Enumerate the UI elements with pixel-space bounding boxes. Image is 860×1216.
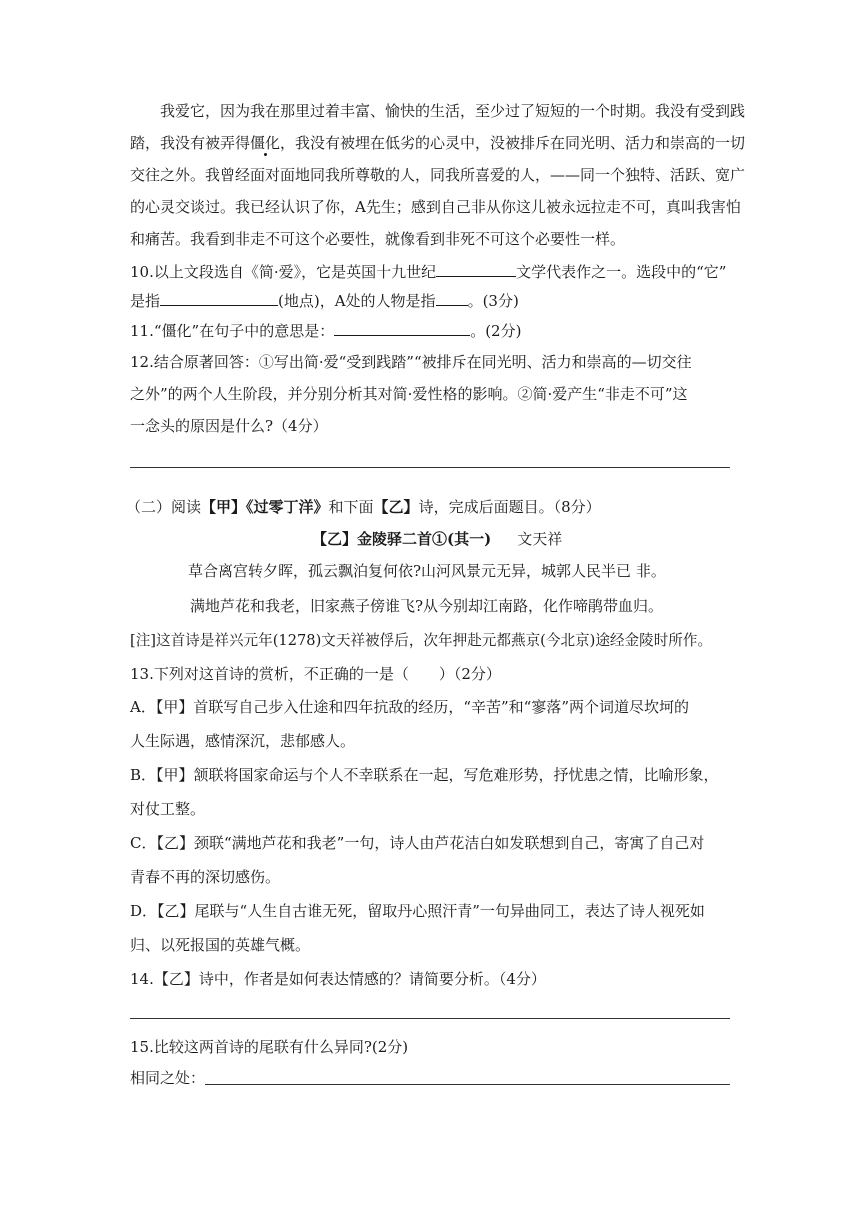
question-15-stem: 15.比较这两首诗的尾联有什么异同?(2分) [130, 1038, 409, 1056]
question-12-line-2: 之外”的两个人生阶段，并分别分析其对简·爱性格的影响。②简·爱产生“非走不可”这 [130, 385, 688, 403]
section-2-heading [126, 497, 601, 517]
passage-line-3: 交往之外。我曾经面对面地同我所尊敬的人，同我所喜爱的人，——同一个独特、活跃、宽广 [130, 166, 746, 184]
question-12-line-1: 12.结合原著回答：①写出简·爱“受到践踏”“被排斥在同光明、活力和崇高的—切交往 [130, 353, 692, 371]
q10-text-d: (地点)，A处的人物是指 [278, 292, 436, 310]
passage-line-2-start: 踏，我没有被弄得 [130, 134, 251, 152]
question-13-stem: 13.下列对这首诗的赏析，不正确的一是（ ）（2分） [130, 665, 501, 683]
poem-note: [注]这首诗是祥兴元年(1278)文天祥被俘后，次年押赴元都燕京(今北京)途经金陵时所作。 [130, 632, 713, 649]
option-c-line-1[interactable]: C．【乙】颈联“满地芦花和我老”一句，诗人由芦花洁白如发联想到自己，寄寓了自己对 [130, 834, 705, 852]
dotted-word-jianghua: 僵化 [250, 134, 281, 152]
q11-text-a: 11.“僵化”在句子中的意思是： [130, 322, 335, 340]
q10-text-b: 文学代表作之一。选段中的“它” [516, 263, 727, 281]
answer-line-q15-same[interactable] [205, 1084, 730, 1085]
section2-text-a: （二）阅读 [126, 498, 202, 516]
option-b-line-2: 对仗工整。 [130, 800, 206, 818]
section2-poem-b: 【乙】 [373, 498, 419, 516]
option-b-line-1[interactable]: B．【甲】颔联将国家命运与个人不幸联系在一起，写危难形势，抒忧患之情，比喻形象， [130, 766, 719, 784]
answer-line-q12[interactable] [130, 467, 730, 468]
section2-poem-a: 【甲】《过零丁洋》 [201, 498, 329, 516]
q11-text-b: 。(2分) [470, 322, 522, 340]
poem-author: 文天祥 [517, 530, 563, 548]
passage-line-4: 的心灵交谈过。我已经认识了你，A先生；感到自己非从你这儿被永远拉走不可，真叫我害怕 [130, 198, 741, 216]
option-d-line-2: 归、以死报国的英雄气概。 [130, 936, 311, 954]
q10-blank-place[interactable] [160, 290, 278, 306]
question-10-line-1 [130, 261, 726, 282]
passage-line-1: 我爱它，因为我在那里过着丰富、愉快的生活，至少过了短短的一个时期。我没有受到践 [160, 102, 746, 120]
answer-line-q14[interactable] [130, 1018, 730, 1019]
section2-text-c: 和下面 [328, 498, 374, 516]
q15-same-label: 相同之处： [130, 1069, 206, 1087]
option-a-line-2: 人生际遇，感情深沉，悲郁感人。 [130, 732, 356, 750]
passage-line-2-end: ，我没有被埋在低劣的心灵中，没被排斥在同光明、活力和崇高的一切 [280, 134, 746, 152]
poem-line-2: 满地芦花和我老，旧家燕子傍谁飞?从今别却江南路，化作啼鹃带血归。 [190, 597, 664, 615]
passage-line-5: 和痛苦。我看到非走不可这个必要性，就像看到非死不可这个必要性一样。 [130, 230, 626, 248]
question-14: 14.【乙】诗中，作者是如何表达情感的？请简要分析。（4分） [130, 970, 546, 988]
poem-header [312, 529, 562, 549]
q10-text-c: 是指 [130, 292, 161, 310]
q11-blank-meaning[interactable] [334, 320, 470, 336]
passage-line-2 [130, 133, 745, 153]
q10-text-e: 。(3分) [467, 292, 519, 310]
question-12-line-3: 一念头的原因是什么?（4分） [130, 417, 328, 435]
q10-blank-literature[interactable] [436, 261, 516, 277]
q10-text-a: 10.以上文段选自《简·爱》，它是英国十九世纪 [130, 263, 437, 281]
option-a-line-1[interactable]: A．【甲】首联写自己步入仕途和四年抗敌的经历，“辛苦”和“寥落”两个词道尽坎坷的 [130, 698, 690, 716]
option-d-line-1[interactable]: D．【乙】尾联与“人生自古谁无死，留取丹心照汗青”一句异曲同工，表达了诗人视死如 [130, 902, 705, 920]
poem-line-1: 草合离宫转夕晖，孤云飘泊复何依?山河风景元无异，城郭人民半已 非。 [188, 562, 666, 580]
question-15-same [130, 1068, 205, 1088]
q10-blank-person[interactable] [436, 290, 468, 306]
section2-text-e: 诗，完成后面题目。（8分） [418, 498, 601, 516]
question-10-line-2 [130, 290, 519, 311]
question-11 [130, 320, 521, 341]
option-c-line-2: 青春不再的深切感伤。 [130, 868, 281, 886]
poem-title: 【乙】金陵驿二首①(其一) [312, 530, 492, 548]
